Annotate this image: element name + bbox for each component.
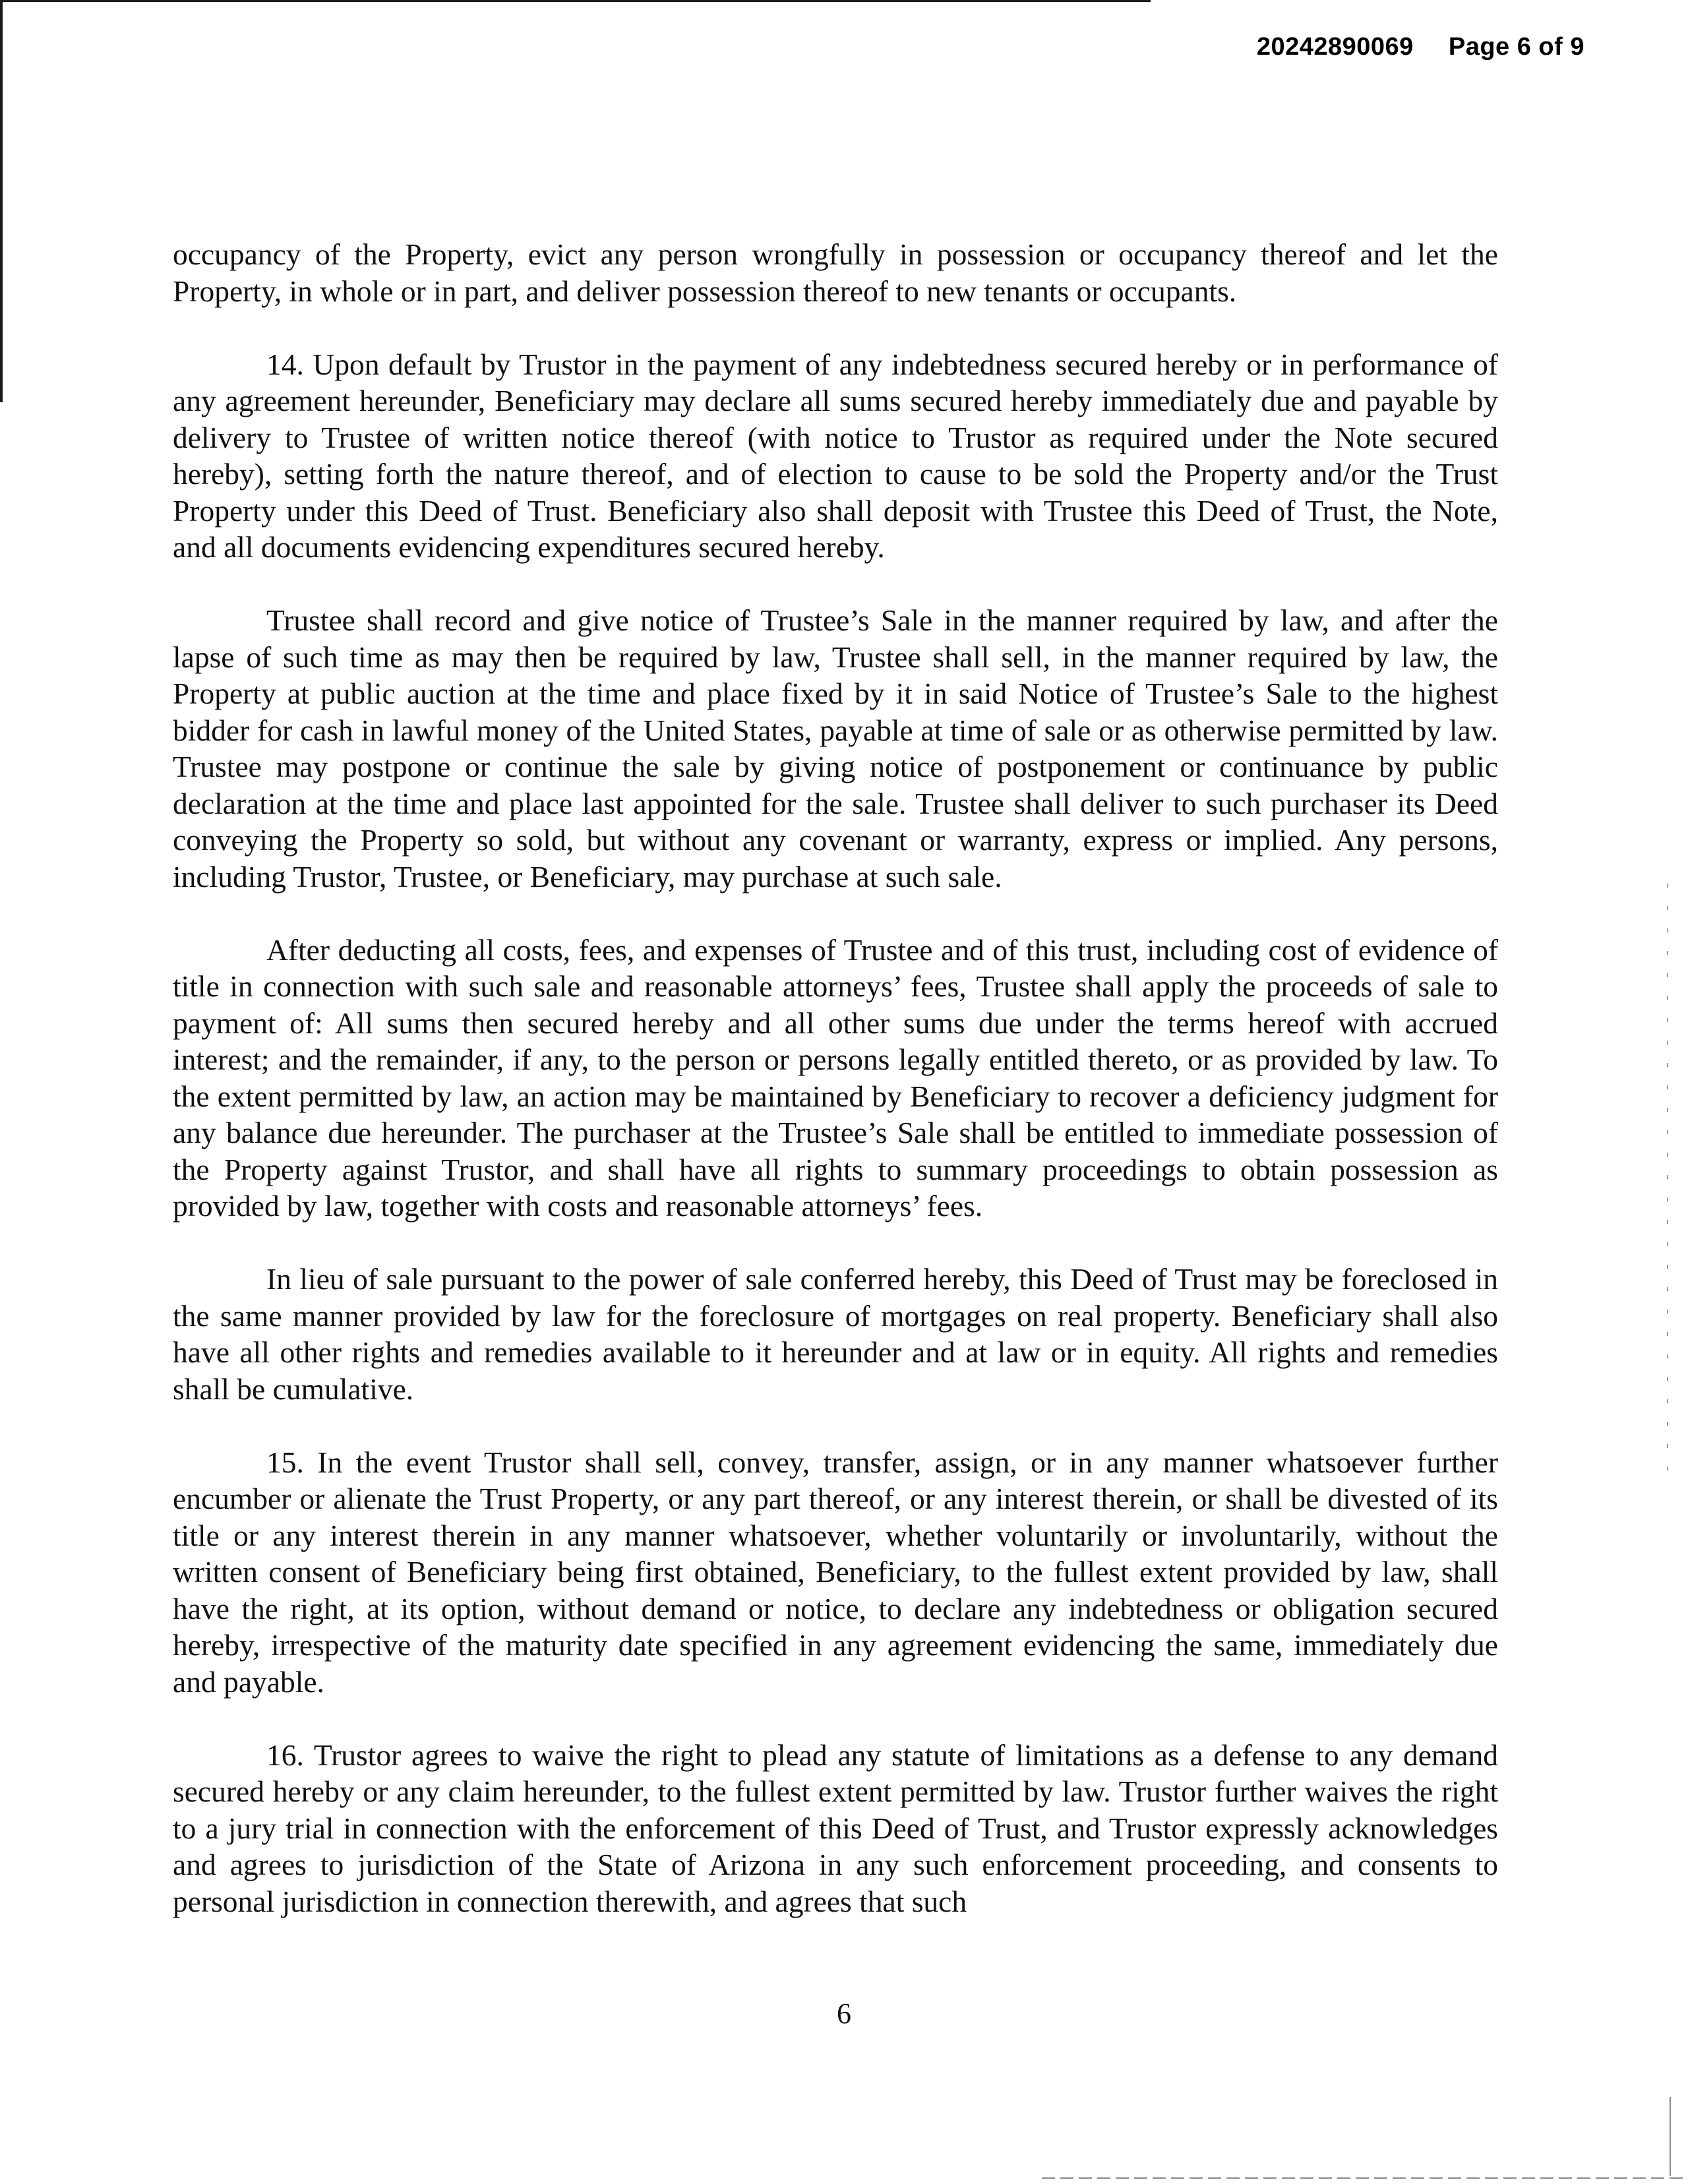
paragraph-continuation: occupancy of the Property, evict any person wrongfully in possession or occupancy thereof and let the Property, in whole or in part, and deliver possession thereof to new tenants or occupants. (173, 237, 1498, 308)
document-number: 20242890069 (1256, 33, 1414, 61)
paragraph-section-14: 14. Upon default by Trustor in the payment of any indebtedness secured hereby or in performance of any agreement hereunder, Beneficiary may declare all sums secured hereby immediately due and payable by delivery to Trustee of written notice thereof (with notice to Trustor as required under the Note secured hereby), setting forth the nature thereof, and of election to cause to be sold the Property and/or the Trust Property under this Deed of Trust. Beneficiary also shall deposit with Trustee this Deed of Trust, the Note, and all documents evidencing expenditures secured hereby. (173, 347, 1498, 564)
page-label: Page 6 of 9 (1448, 33, 1584, 61)
scan-edge-right (1670, 2097, 1671, 2176)
paragraph-section-16: 16. Trustor agrees to waive the right to plead any statute of limitations as a defense to any demand secured hereby or any claim hereunder, to the fullest extent permitted by law. Trustor further waives the right to a jury trial in connection with the enforcement of this Deed of Trust, and Trustor expressly acknowledges and agrees to jurisdiction of the State of Arizona in any such enforcement proceeding, and consents to personal jurisdiction in connection therewith, and agrees that such (173, 1738, 1498, 1918)
paragraph-section-15: 15. In the event Trustor shall sell, convey, transfer, assign, or in any manner whatsoever further encumber or alienate the Trust Property, or any part thereof, or any interest therein, or shall be divested of its title or any interest therein in any manner whatsoever, whether voluntarily or involuntarily, without the written consent of Beneficiary being first obtained, Beneficiary, to the fullest extent provided by law, shall have the right, at its option, without demand or notice, to declare any indebtedness or obligation secured hereby, irrespective of the maturity date specified in any agreement evidencing the same, immediately due and payable. (173, 1445, 1498, 1699)
document-body (173, 236, 1498, 1957)
scan-edge-left (0, 0, 3, 402)
recording-header (1257, 33, 1584, 61)
paragraph-foreclosure: In lieu of sale pursuant to the power of sale conferred hereby, this Deed of Trust may be foreclosed in the same manner provided by law for the foreclosure of mortgages on real property. Beneficiary shall also have all other rights and remedies available to it hereunder and at law or in equity. All rights and remedies shall be cumulative. (173, 1262, 1498, 1406)
page-number: 6 (837, 1997, 851, 2030)
scan-edge-top (0, 0, 1151, 2)
scan-edge-bottom (1042, 2177, 1688, 2179)
scan-edge-right-dots (1667, 884, 1668, 1477)
paragraph-trustee-sale: Trustee shall record and give notice of Trustee’s Sale in the manner required by law, and after the lapse of such time as may then be required by law, Trustee shall sell, in the manner required by law, the Property at public auction at the time and place fixed by it in said Notice of Trustee’s Sale to the highest bidder for cash in lawful money of the United States, payable at time of sale or as otherwise permitted by law. Trustee may postpone or continue the sale by giving notice of postponement or continuance by public declaration at the time and place last appointed for the sale. Trustee shall deliver to such purchaser its Deed conveying the Property so sold, but without any covenant or warranty, express or implied. Any persons, including Trustor, Trustee, or Beneficiary, may purchase at such sale. (173, 603, 1498, 894)
paragraph-proceeds: After deducting all costs, fees, and expenses of Trustee and of this trust, including cost of evidence of title in connection with such sale and reasonable attorneys’ fees, Trustee shall apply the proceeds of sale to payment of: All sums then secured hereby and all other sums due under the terms hereof with accrued interest; and the remainder, if any, to the person or persons legally entitled thereto, or as provided by law. To the extent permitted by law, an action may be maintained by Beneficiary to recover a deficiency judgment for any balance due hereunder. The purchaser at the Trustee’s Sale shall be entitled to immediate possession of the Property against Trustor, and shall have all rights to summary proceedings to obtain possession as provided by law, together with costs and reasonable attorneys’ fees. (173, 932, 1498, 1223)
